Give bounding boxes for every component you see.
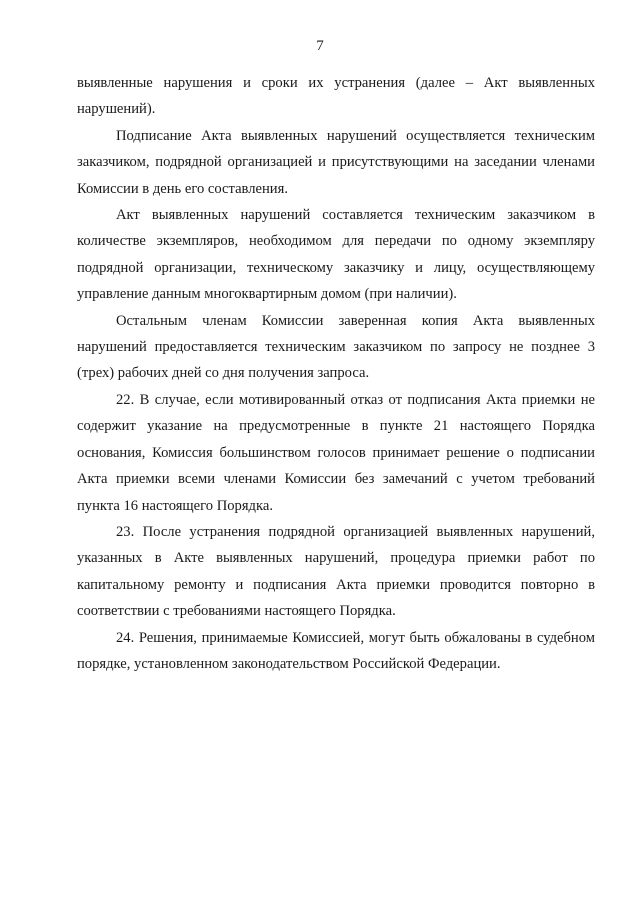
paragraph-item-22: 22. В случае, если мотивированный отказ от подписания Акта приемки не содержит указание на предусмотренные в пункте 21 настоящего Порядка основания, Комиссия большинством голосов принимает решение о подписании Акта приемки всеми членами Комиссии без замечаний с учетом требований пункта 16 настоящего Порядка. — [77, 391, 595, 514]
paragraph-signing-act: Подписание Акта выявленных нарушений осуществляется техническим заказчиком, подрядной организацией и присутствующими на заседании членами Комиссии в день его составления. — [77, 127, 595, 197]
paragraph-item-24: 24. Решения, принимаемые Комиссией, могут быть обжалованы в судебном порядке, установленном законодательством Российской Федерации. — [77, 629, 595, 672]
document-body — [77, 70, 595, 677]
paragraph-item-23: 23. После устранения подрядной организацией выявленных нарушений, указанных в Акте выявленных нарушений, процедура приемки работ по капитальному ремонту и подписания Акта приемки проводится повторно в соответствии с требованиями настоящего Порядка. — [77, 523, 595, 620]
paragraph-certified-copy: Остальным членам Комиссии заверенная копия Акта выявленных нарушений предоставляется техническим заказчиком по запросу не позднее 3 (трех) рабочих дней со дня получения запроса. — [77, 312, 595, 382]
paragraph-act-copies: Акт выявленных нарушений составляется техническим заказчиком в количестве экземпляров, необходимом для передачи по одному экземпляру подрядной организации, техническому заказчику и лицу, осуществляющему управление данным многоквартирным домом (при наличии). — [77, 207, 595, 303]
page-number: 7 — [316, 38, 324, 54]
paragraph-continuation: выявленные нарушения и сроки их устранения (далее – Акт выявленных нарушений). — [77, 75, 595, 118]
